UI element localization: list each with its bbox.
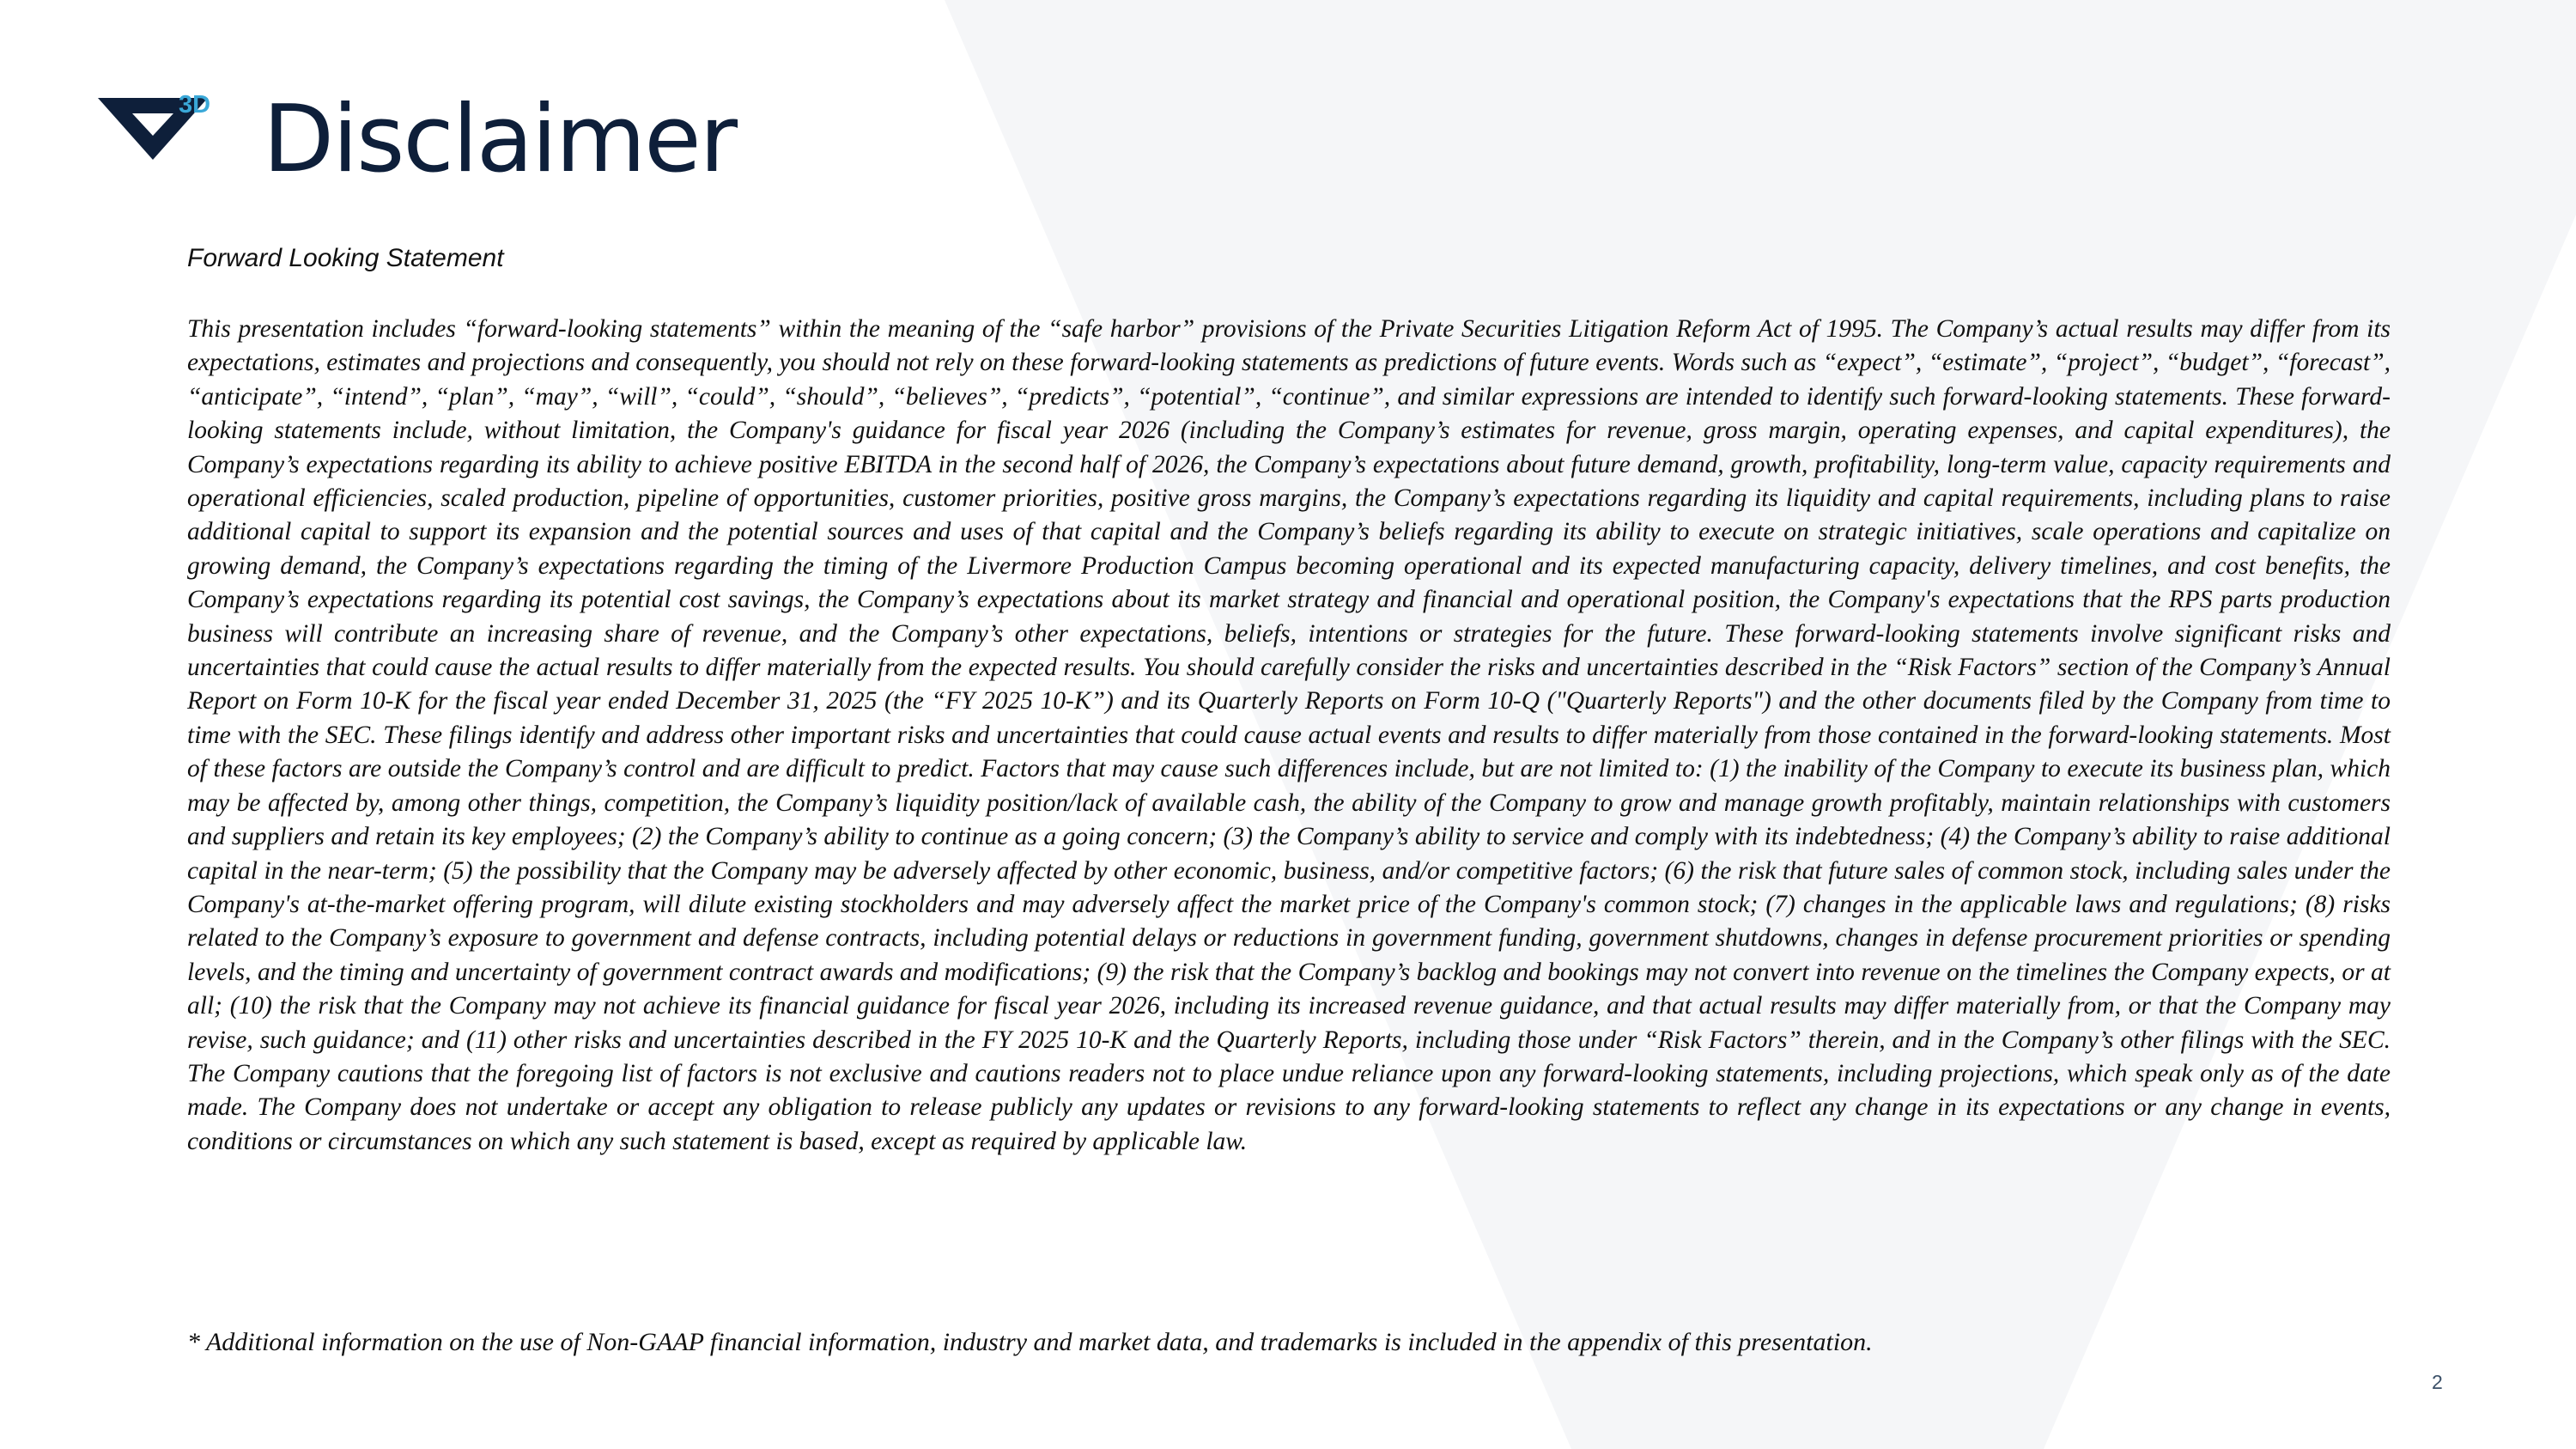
- v-chevron-logo-icon: [94, 94, 232, 163]
- section-heading: Forward Looking Statement: [187, 244, 504, 272]
- page-number: 2: [2432, 1371, 2443, 1393]
- logo-3d-label: 3D: [179, 91, 211, 119]
- page-title: Disclaimer: [263, 86, 737, 193]
- disclaimer-body: This presentation includes “forward-looking statements” within the meaning of the “safe harbor” provisions of the Private Securities Litigation Reform Act of 1995. The Company’s actual results may differ from its expectations, estimates and projections and consequently, you should not rely on these forward-looking statements as predictions of future events. Words such as “expect”, “estimate”, “project”, “budget”, “forecast”, “anticipate”, “intend”, “plan”, “may”, “will”, “could”, “should”, “believes”, “predicts”, “potential”, “continue”, and similar expressions are intended to identify such forward-looking statements. These forward-looking statements include, without limitation, the Company's guidance for fiscal year 2026 (including the Company’s estimates for revenue, gross margin, operating expenses, and capital expenditures), the Company’s expectations regarding its ability to achieve positive EBITDA in the second half of 2026, the Company’s expectations about future demand, growth, profitability, long-term value, capacity requirements and operational efficiencies, scaled production, pipeline of opportunities, customer priorities, positive gross margins, the Company’s expectations regarding its liquidity and capital requirements, including plans to raise additional capital to support its expansion and the potential sources and uses of that capital and the Company’s beliefs regarding its ability to execute on strategic initiatives, scale operations and capitalize on growing demand, the Company’s expectations regarding the timing of the Livermore Production Campus becoming operational and its expected manufacturing capacity, delivery timelines, and cost benefits, the Company’s expectations regarding its potential cost savings, the Company’s expectations about its market strategy and financial and operational position, the Company's expectations that the RPS parts production business will contribute an increasing share of revenue, and the Company’s other expectations, beliefs, intentions or strategies for the future. These forward-looking statements involve significant risks and uncertainties that could cause the actual results to differ materially from the expected results. You should carefully consider the risks and uncertainties described in the “Risk Factors” section of the Company’s Annual Report on Form 10-K for the fiscal year ended December 31, 2025 (the “FY 2025 10-K”) and its Quarterly Reports on Form 10-Q ("Quarterly Reports") and the other documents filed by the Company from time to time with the SEC. These filings identify and address other important risks and uncertainties that could cause actual events and results to differ materially from those contained in the forward-looking statements. Most of these factors are outside the Company’s control and are difficult to predict. Factors that may cause such differences include, but are not limited to: (1) the inability of the Company to execute its business plan, which may be affected by, among other things, competition, the Company’s liquidity position/lack of available cash, the ability of the Company to grow and manage growth profitably, maintain relationships with customers and suppliers and retain its key employees; (2) the Company’s ability to continue as a going concern; (3) the Company’s ability to service and comply with its indebtedness; (4) the Company’s ability to raise additional capital in the near-term; (5) the possibility that the Company may be adversely affected by other economic, business, and/or competitive factors; (6) the risk that future sales of common stock, including sales under the Company's at-the-market offering program, will dilute existing stockholders and may adversely affect the market price of the Company's common stock; (7) changes in the applicable laws and regulations; (8) risks related to the Company’s exposure to government and defense contracts, including potential delays or reductions in government funding, government shutdowns, changes in defense procurement priorities or spending levels, and the timing and uncertainty of government contract awards and modifications; (9) the risk that the Company’s backlog and bookings may not convert into revenue on the timelines the Company expects, or at all; (10) the risk that the Company may not achieve its financial guidance for fiscal year 2026, including its increased revenue guidance, and that actual results may differ materially from, or that the Company may revise, such guidance; and (11) other risks and uncertainties described in the FY 2025 10-K and the Quarterly Reports, including those under “Risk Factors” therein, and in the Company’s other filings with the SEC. The Company cautions that the foregoing list of factors is not exclusive and cautions readers not to place undue reliance upon any forward-looking statements, including projections, which speak only as of the date made. The Company does not undertake or accept any obligation to release publicly any updates or revisions to any forward-looking statements to reflect any change in its expectations or any change in events, conditions or circumstances on which any such statement is based, except as required by applicable law.: [187, 315, 2391, 1155]
- footnote: * Additional information on the use of Non-GAAP financial information, industry and market data, and trademarks is included in the appendix of this presentation.: [187, 1328, 1873, 1356]
